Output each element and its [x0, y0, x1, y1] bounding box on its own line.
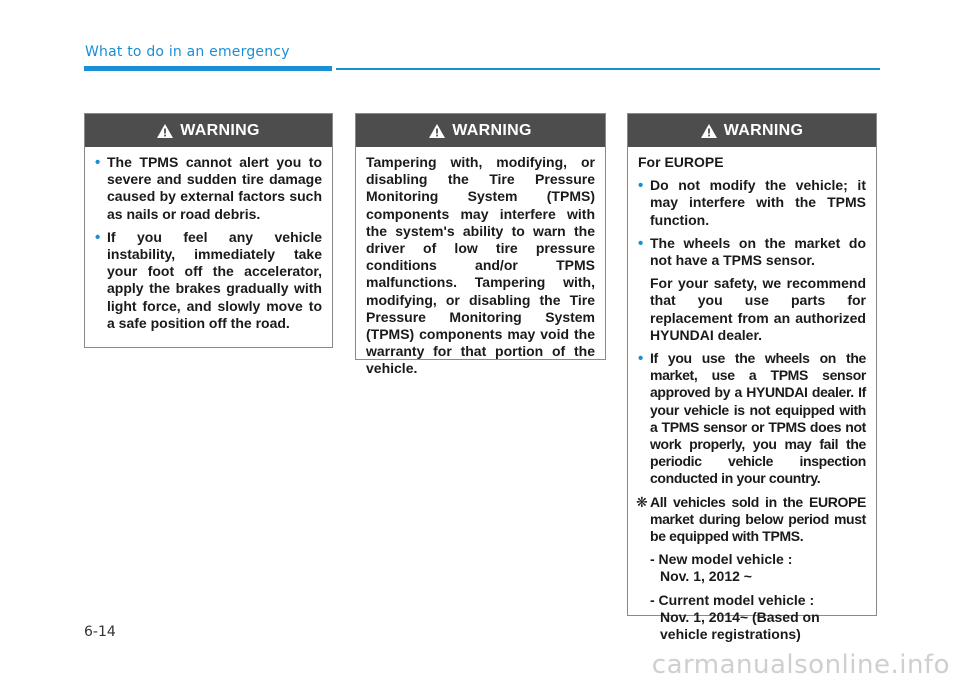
bullet-dot-icon: • — [95, 154, 101, 171]
date-item-value: Nov. 1, 2014~ (Based on vehicle registrations) — [660, 608, 820, 643]
list-item-text: If you use the wheels on the market, use a TPMS sensor approved by a HYUNDAI dealer. If your vehicle is not equipped with a TPMS sensor or TPMS does not work properly, you may fail the periodic vehicle inspection conducted in your country. — [650, 350, 866, 487]
bullet-dot-icon: • — [95, 228, 101, 246]
warning-header — [356, 114, 605, 147]
list-item-text: Do not modify the vehicle; it may interfere with the TPMS function. — [650, 177, 866, 228]
warning-heading: WARNING — [180, 121, 260, 139]
section-title: What to do in an emergency — [85, 44, 290, 60]
date-item-label: - New model vehicle : — [650, 551, 793, 568]
warning-triangle-icon — [429, 124, 445, 138]
date-item — [638, 592, 866, 644]
page-number: 6-14 — [84, 624, 116, 640]
list-item — [638, 235, 866, 269]
warning-box-2 — [355, 113, 606, 377]
warning-box-3 — [627, 113, 877, 643]
bullet-dot-icon: • — [638, 350, 643, 368]
warning-body — [85, 147, 332, 346]
note-text: All vehicles sold in the EUROPE market during below period must be equipped with TPMS. — [650, 493, 866, 545]
list-item — [95, 229, 322, 332]
warning-body — [628, 147, 876, 657]
list-item — [638, 177, 866, 229]
bullet-dot-icon: • — [638, 177, 644, 195]
note-item — [638, 494, 866, 546]
title-rule-thin — [336, 68, 880, 70]
list-item-text: If you feel any vehicle instability, immediately take your foot off the accelerator, apply the brakes gradually with light force, and slowly move to a safe position off the road. — [107, 228, 322, 331]
title-rule-thick — [84, 66, 332, 71]
warning-heading: WARNING — [452, 121, 532, 139]
list-item-text: The TPMS cannot alert you to severe and sudden tire damage caused by external factors such as nails or road debris. — [107, 154, 322, 222]
list-item — [638, 350, 866, 488]
list-item-text: The wheels on the market do not have a TPMS sensor. — [650, 234, 866, 269]
date-item-label: - Current model vehicle : — [650, 591, 815, 608]
warning-triangle-icon — [701, 124, 717, 138]
warning-body — [356, 147, 605, 392]
watermark: carmanualsonline.info — [651, 650, 950, 680]
asterism-icon: ❋ — [636, 493, 648, 510]
list-item — [95, 154, 322, 223]
warning-header — [628, 114, 876, 147]
date-item-value: Nov. 1, 2012 ~ — [660, 568, 752, 585]
warning-triangle-icon — [157, 124, 173, 138]
warning-header — [85, 114, 332, 147]
warning-heading: WARNING — [723, 121, 804, 139]
list-item-continuation: For your safety, we recommend that you use parts for replacement from an authorized HYUNDAI dealer. — [650, 275, 866, 343]
date-item — [638, 551, 866, 585]
region-label: For EUROPE — [638, 154, 724, 170]
bullet-dot-icon: • — [638, 234, 644, 252]
warning-paragraph: Tampering with, modifying, or disabling the Tire Pressure Monitoring System (TPMS) components may interfere with the system's ability to warn the driver of low tire pressure conditions and/or TPMS malfunctions. Tampering with, modifying, or disabling the Tire Pressure Monitoring System (TPMS) components may void the warranty for that portion of the vehicle. — [366, 154, 595, 377]
warning-box-1 — [84, 113, 333, 348]
